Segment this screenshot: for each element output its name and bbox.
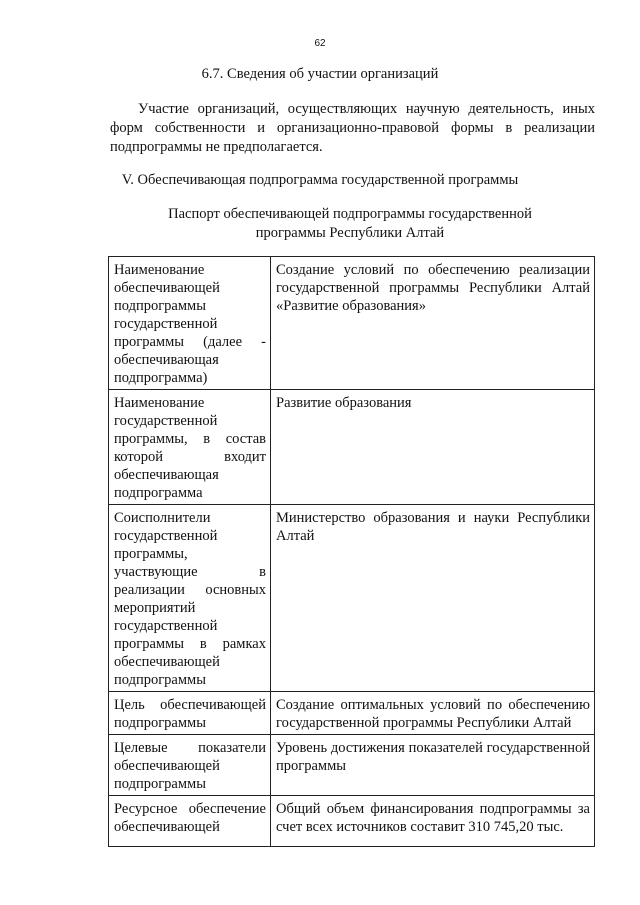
table-row	[109, 505, 595, 692]
row-label-goal: Цель обеспечивающей подпрограммы	[109, 692, 271, 735]
passport-title-line-1: Паспорт обеспечивающей подпрограммы государственной	[168, 206, 532, 222]
row-label-target-indicators: Целевые показатели обеспечивающей подпрограммы	[109, 735, 271, 796]
row-value-goal: Создание оптимальных условий по обеспечению государственной программы Республики Алтай	[271, 692, 595, 735]
passport-title	[130, 205, 570, 243]
row-value-target-indicators: Уровень достижения показателей государственной программы	[271, 735, 595, 796]
row-label-coexecutors: Соисполнители государственной программы, участвующие в реализации основных мероприятий государственной программы в рамках обеспечивающей подпрограммы	[109, 505, 271, 692]
table-row	[109, 692, 595, 735]
participation-paragraph: Участие организаций, осуществляющих научную деятельность, иных форм собственности и организационно-правовой формы в реализации подпрограммы не предполагается.	[110, 101, 595, 155]
row-value-program-name: Развитие образования	[271, 390, 595, 505]
row-label-resource-support: Ресурсное обеспечение обеспечивающей	[109, 796, 271, 847]
passport-table	[108, 256, 595, 847]
row-value-resource-support: Общий объем финансирования подпрограммы за счет всех источников составит 310 745,20 тыс.	[271, 796, 595, 847]
passport-title-line-2: программы Республики Алтай	[255, 225, 445, 241]
table-row	[109, 257, 595, 390]
chapter-title: V. Обеспечивающая подпрограмма государственной программы	[121, 172, 519, 188]
row-value-coexecutors: Министерство образования и науки Республики Алтай	[271, 505, 595, 692]
table-row	[109, 735, 595, 796]
row-value-subprogram-name: Создание условий по обеспечению реализации государственной программы Республики Алтай «Развитие образования»	[271, 257, 595, 390]
section-title: 6.7. Сведения об участии организаций	[201, 66, 439, 82]
page-number: 62	[314, 38, 326, 49]
row-label-subprogram-name: Наименование обеспечивающей подпрограммы государственной программы (далее - обеспечивающая подпрограмма)	[109, 257, 271, 390]
table-row	[109, 796, 595, 847]
table-row	[109, 390, 595, 505]
row-label-program-name: Наименование государственной программы, в состав которой входит обеспечивающая подпрограмма	[109, 390, 271, 505]
